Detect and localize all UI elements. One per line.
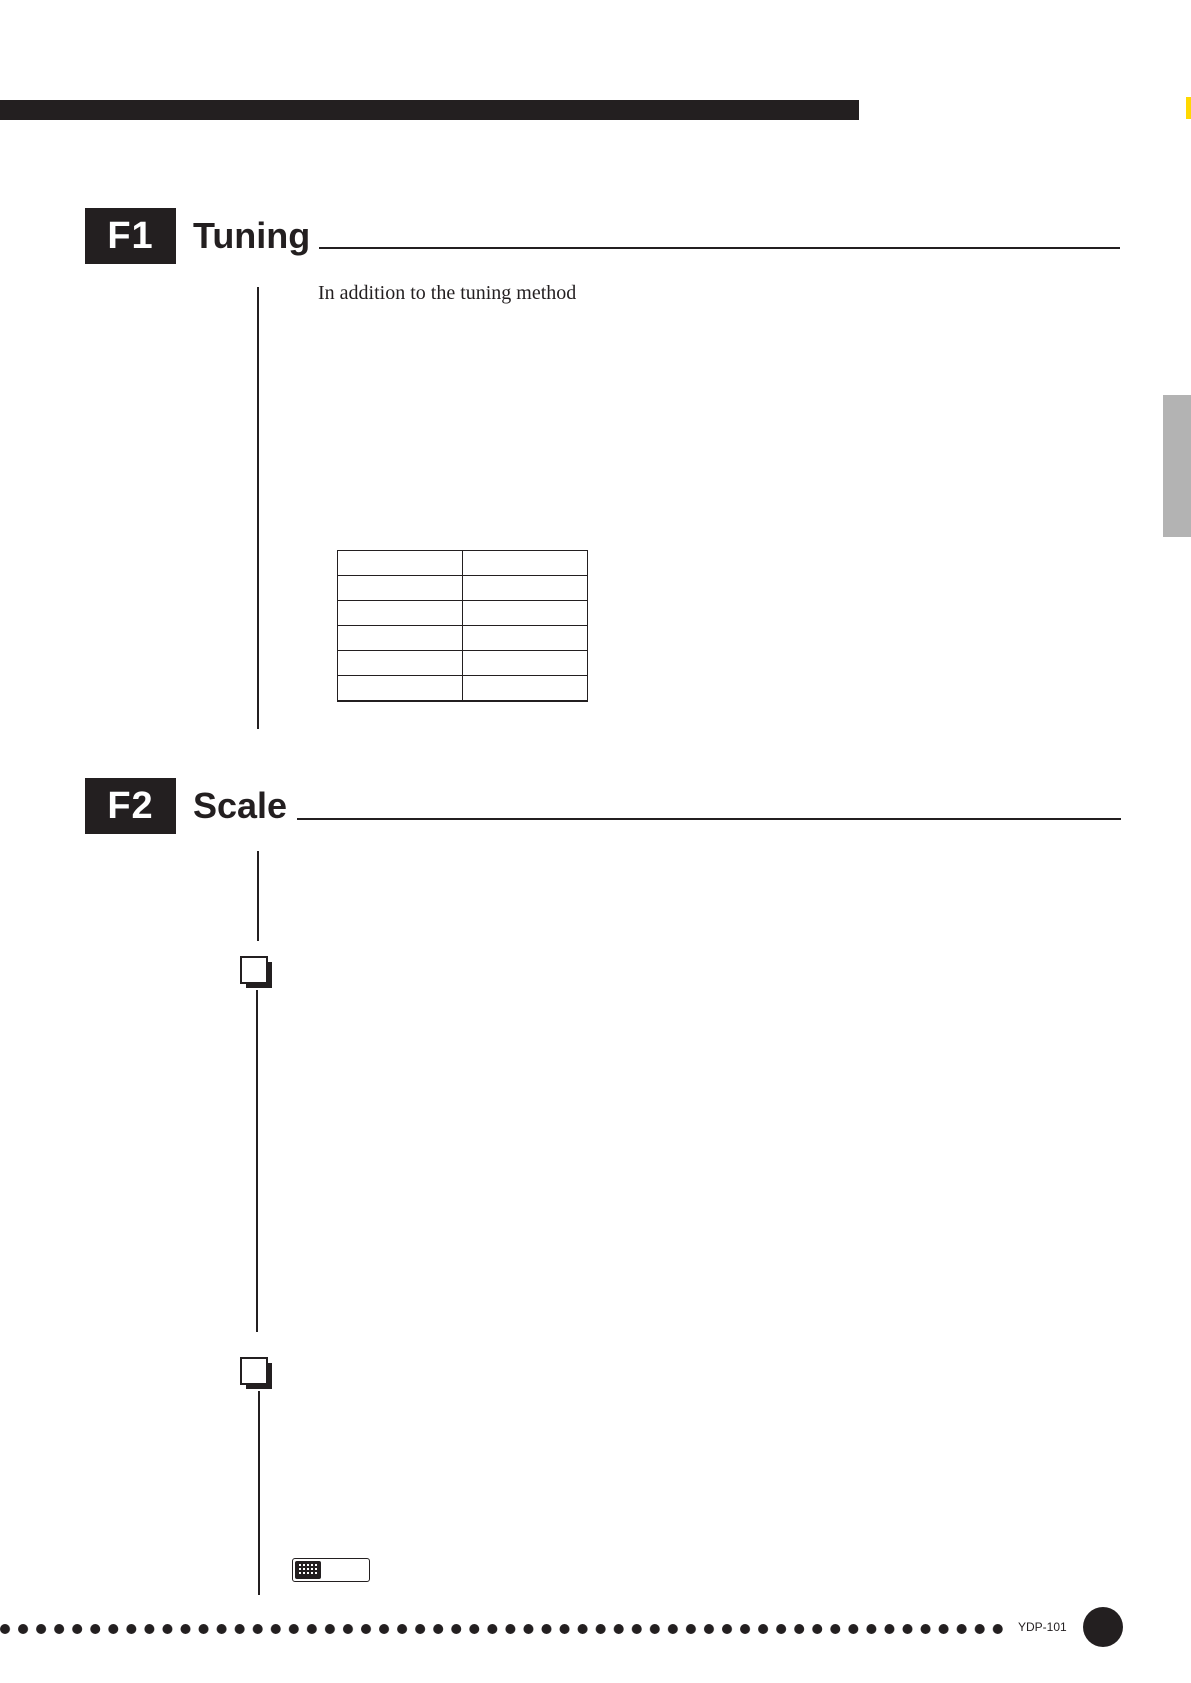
margin-line-scale [257, 851, 259, 941]
table-cell [338, 676, 463, 702]
table-cell [338, 626, 463, 651]
note-icon [240, 956, 276, 992]
margin-line-note-1 [256, 990, 258, 1332]
corner-accent-mark [1186, 97, 1191, 119]
margin-line-tuning [257, 287, 259, 729]
table-cell [338, 601, 463, 626]
table-row [338, 576, 588, 601]
table-cell [338, 576, 463, 601]
table-row [338, 601, 588, 626]
table-cell [463, 676, 588, 702]
section-badge-f2: F2 [85, 778, 176, 834]
keyboard-display-icon [292, 1558, 370, 1582]
footer-dot-rule [0, 1622, 1005, 1636]
table-cell [463, 651, 588, 676]
table-row [338, 551, 588, 576]
tuning-table [337, 550, 588, 702]
page-number-circle [1083, 1607, 1123, 1647]
table-cell [338, 551, 463, 576]
table-cell [338, 651, 463, 676]
section-rule-tuning [319, 247, 1120, 249]
table-row [338, 626, 588, 651]
margin-line-note-2 [258, 1391, 260, 1595]
footer-model-label: YDP-101 [1018, 1620, 1067, 1634]
section-title-tuning: Tuning [193, 215, 311, 256]
table-cell [463, 601, 588, 626]
side-index-tab [1163, 395, 1191, 537]
table-cell [463, 551, 588, 576]
table-row [338, 676, 588, 702]
note-icon [240, 1357, 276, 1393]
table-cell [463, 626, 588, 651]
section-title-scale: Scale [193, 785, 288, 826]
table-cell [463, 576, 588, 601]
header-bar [0, 100, 859, 120]
section-rule-scale [297, 818, 1121, 820]
section-badge-f1: F1 [85, 208, 176, 264]
table-row [338, 651, 588, 676]
tuning-intro-text: In addition to the tuning method [318, 282, 577, 304]
